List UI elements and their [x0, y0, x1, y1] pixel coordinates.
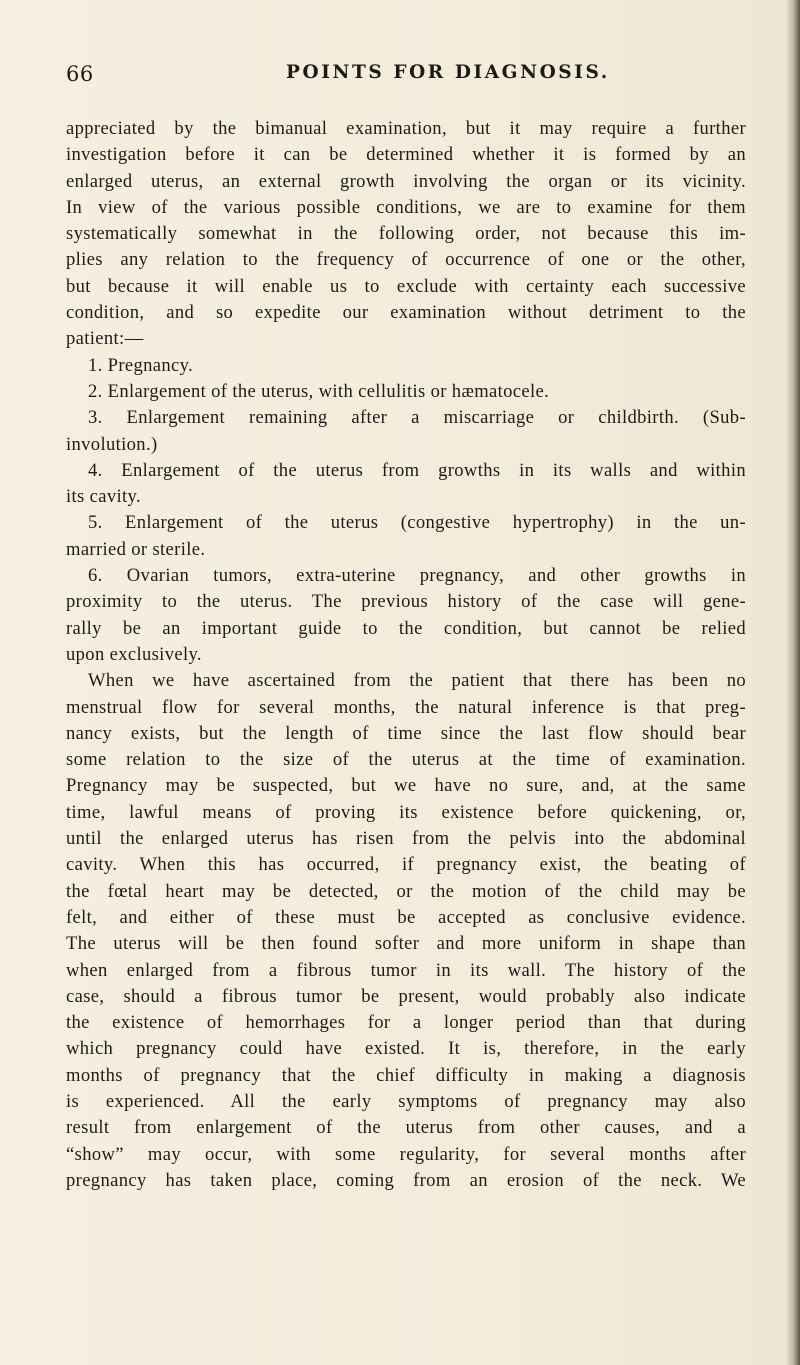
text-line: rally be an important guide to the condition, but cannot be relied [66, 617, 746, 639]
text-line: 1. Pregnancy. [88, 354, 194, 376]
text-line: 3. Enlargement remaining after a miscarriage or childbirth. (Sub- [88, 407, 746, 429]
text-line: “show” may occur, with some regularity, for several months after [66, 1143, 746, 1165]
text-line: involution.) [66, 433, 158, 455]
text-line: 2. Enlargement of the uterus, with cellulitis or hæmatocele. [88, 380, 550, 402]
text-line: When we have ascertained from the patient that there has been no [88, 670, 746, 692]
text-line: nancy exists, but the length of time since the last flow should bear [66, 722, 746, 744]
text-line: The uterus will be then found softer and more uniform in shape than [66, 933, 746, 955]
text-line: condition, and so expedite our examination without detriment to the [66, 302, 746, 324]
text-line: 5. Enlargement of the uterus (congestive hypertrophy) in the un- [88, 512, 746, 534]
page-number: 66 [66, 62, 94, 86]
text-line: time, lawful means of proving its existence before quickening, or, [66, 801, 746, 823]
text-line: case, should a fibrous tumor be present, would probably also indicate [66, 985, 746, 1007]
text-line: pregnancy has taken place, coming from an erosion of the neck. We [66, 1169, 746, 1191]
text-line: until the enlarged uterus has risen from the pelvis into the abdominal [66, 828, 746, 850]
text-line: felt, and either of these must be accepted as conclusive evidence. [66, 906, 746, 928]
text-line: plies any relation to the frequency of occurrence of one or the other, [66, 249, 746, 271]
text-line: some relation to the size of the uterus at the time of examination. [66, 749, 746, 771]
text-line: the fœtal heart may be detected, or the motion of the child may be [66, 880, 746, 902]
text-line: which pregnancy could have existed. It is, therefore, in the early [66, 1038, 746, 1060]
running-head: POINTS FOR DIAGNOSIS. [286, 62, 610, 83]
text-line: but because it will enable us to exclude with certainty each successive [66, 275, 746, 297]
text-line: Pregnancy may be suspected, but we have no sure, and, at the same [66, 775, 746, 797]
text-line: is experienced. All the early symptoms of pregnancy may also [66, 1090, 746, 1112]
text-line: its cavity. [66, 486, 141, 508]
text-line: investigation before it can be determined whether it is formed by an [66, 144, 746, 166]
text-line: systematically somewhat in the following order, not because this im- [66, 223, 746, 245]
text-line: upon exclusively. [66, 643, 202, 665]
text-line: cavity. When this has occurred, if pregnancy exist, the beating of [66, 854, 746, 876]
text-line: married or sterile. [66, 538, 206, 560]
text-line: the existence of hemorrhages for a longer period than that during [66, 1012, 746, 1034]
text-line: menstrual flow for several months, the natural inference is that preg- [66, 696, 746, 718]
text-line: In view of the various possible conditions, we are to examine for them [66, 196, 746, 218]
text-line: proximity to the uterus. The previous history of the case will gene- [66, 591, 746, 613]
text-line: appreciated by the bimanual examination, but it may require a further [66, 118, 746, 139]
page-edge-shadow [786, 0, 800, 1365]
page-header [66, 62, 746, 96]
text-line: months of pregnancy that the chief difficulty in making a diagnosis [66, 1064, 746, 1086]
text-line: patient:— [66, 328, 144, 350]
text-line: 6. Ovarian tumors, extra-uterine pregnancy, and other growths in [88, 565, 746, 587]
text-line: when enlarged from a fibrous tumor in its wall. The history of the [66, 959, 746, 981]
text-line: enlarged uterus, an external growth involving the organ or its vicinity. [66, 170, 746, 192]
text-line: 4. Enlargement of the uterus from growths in its walls and within [88, 459, 746, 481]
text-line: result from enlargement of the uterus from other causes, and a [66, 1117, 746, 1139]
body-text [66, 116, 746, 1194]
